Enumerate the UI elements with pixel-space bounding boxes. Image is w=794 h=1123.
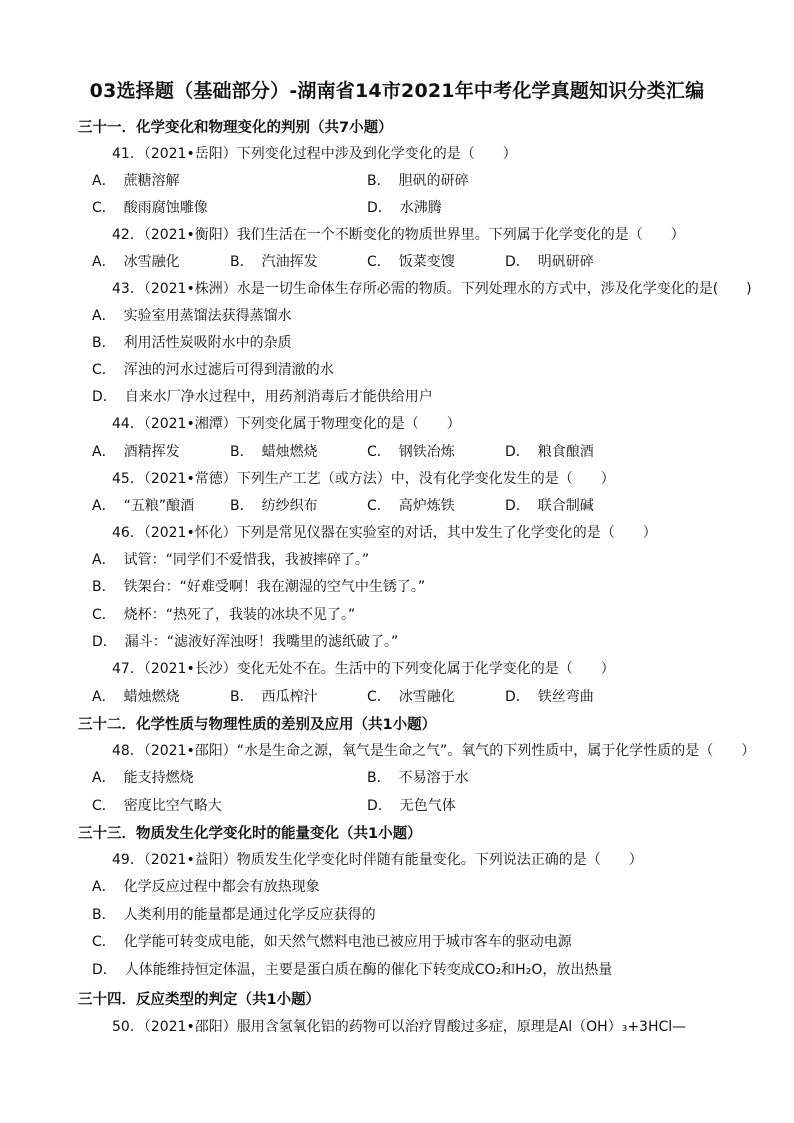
question-stem: 42．（2021•衡阳）我们生活在一个不断变化的物质世界里。下列属于化学变化的是（ ）: [112, 227, 685, 243]
option-c: C． 密度比空气略大: [92, 798, 222, 814]
option-a: A． 能支持燃烧: [92, 770, 194, 786]
option-b: B． 纺纱织布: [230, 498, 318, 514]
option-d: D． 无色气体: [367, 798, 456, 814]
option-b: B． 铁架台：“好难受啊！我在潮湿的空气中生锈了。”: [92, 579, 426, 595]
option-d: D． 水沸腾: [367, 200, 442, 216]
section-heading: 三十四．反应类型的判定（共1小题）: [78, 992, 321, 1008]
option-a: A． 化学反应过程中都会有放热现象: [92, 879, 320, 895]
option-a: A． 蜡烛燃烧: [92, 689, 180, 705]
option-b: B． 人类利用的能量都是通过化学反应获得的: [92, 907, 376, 923]
option-d: D． 粮食酿酒: [505, 444, 594, 460]
question-stem: 47．（2021•长沙）变化无处不在。生活中的下列变化属于化学变化的是（ ）: [112, 661, 615, 677]
section-heading: 三十二．化学性质与物理性质的差别及应用（共1小题）: [78, 717, 437, 733]
option-c: C． 酸雨腐蚀雕像: [92, 200, 208, 216]
option-c: C． 钢铁冶炼: [367, 444, 455, 460]
option-b: B． 利用活性炭吸附水中的杂质: [92, 335, 292, 351]
option-c: C． 化学能可转变成电能，如天然气燃料电池已被应用于城市客车的驱动电源: [92, 934, 572, 950]
option-a: A． 试管：“同学们不爱惜我，我被摔碎了。”: [92, 552, 370, 568]
question-stem: 41．（2021•岳阳）下列变化过程中涉及到化学变化的是（ ）: [112, 146, 517, 162]
option-c: C． 浑浊的河水过滤后可得到清澈的水: [92, 362, 334, 378]
option-b: B． 汽油挥发: [230, 254, 318, 270]
option-c: C． 冰雪融化: [367, 689, 455, 705]
option-b: B． 西瓜榨汁: [230, 689, 318, 705]
page-title: 03选择题（基础部分）-湖南省14市2021年中考化学真题知识分类汇编: [89, 80, 705, 102]
section-heading: 三十一．化学变化和物理变化的判别（共7小题）: [78, 120, 393, 136]
option-a: A． “五粮”酿酒: [92, 498, 195, 514]
option-d: D． 明矾研碎: [505, 254, 594, 270]
question-stem: 49．（2021•益阳）物质发生化学变化时伴随有能量变化。下列说法正确的是（ ）: [112, 852, 643, 868]
option-a: A． 冰雪融化: [92, 254, 180, 270]
option-d: D． 人体能维持恒定体温，主要是蛋白质在酶的催化下转变成CO₂和H₂O，放出热量: [92, 962, 613, 978]
option-b: B． 蜡烛燃烧: [230, 444, 318, 460]
option-a: A． 酒精挥发: [92, 444, 180, 460]
question-stem: 45．（2021•常德）下列生产工艺（或方法）中，没有化学变化发生的是（ ）: [112, 471, 615, 487]
option-d: D． 漏斗：“滤液好浑浊呀！我嘴里的滤纸破了。”: [92, 634, 399, 650]
question-stem: 44．（2021•湘潭）下列变化属于物理变化的是（ ）: [112, 416, 461, 432]
option-d: D． 铁丝弯曲: [505, 689, 594, 705]
section-heading: 三十三．物质发生化学变化时的能量变化（共1小题）: [78, 826, 422, 842]
question-stem: 50．（2021•邵阳）服用含氢氧化铝的药物可以治疗胃酸过多症，原理是Al（OH）₃+3HCl—: [112, 1019, 687, 1035]
option-c: C． 烧杯：“热死了，我装的冰块不见了。”: [92, 607, 356, 623]
option-c: C． 饭菜变馊: [367, 254, 455, 270]
question-stem: 48．（2021•邵阳）“水是生命之源，氧气是生命之气”。氧气的下列性质中，属于化学性质的是（ ）: [112, 743, 756, 759]
question-stem: 43．（2021•株洲）水是一切生命体生存所必需的物质。下列处理水的方式中，涉及化学变化的是( ): [112, 281, 752, 297]
option-d: D． 自来水厂净水过程中，用药剂消毒后才能供给用户: [92, 389, 433, 405]
option-a: A． 实验室用蒸馏法获得蒸馏水: [92, 308, 292, 324]
option-c: C． 高炉炼铁: [367, 498, 455, 514]
option-a: A． 蔗糖溶解: [92, 173, 180, 189]
option-d: D． 联合制碱: [505, 498, 594, 514]
option-b: B． 不易溶于水: [367, 770, 469, 786]
option-b: B． 胆矾的研碎: [367, 173, 469, 189]
question-stem: 46．（2021•怀化）下列是常见仪器在实验室的对话，其中发生了化学变化的是（ ）: [112, 525, 657, 541]
